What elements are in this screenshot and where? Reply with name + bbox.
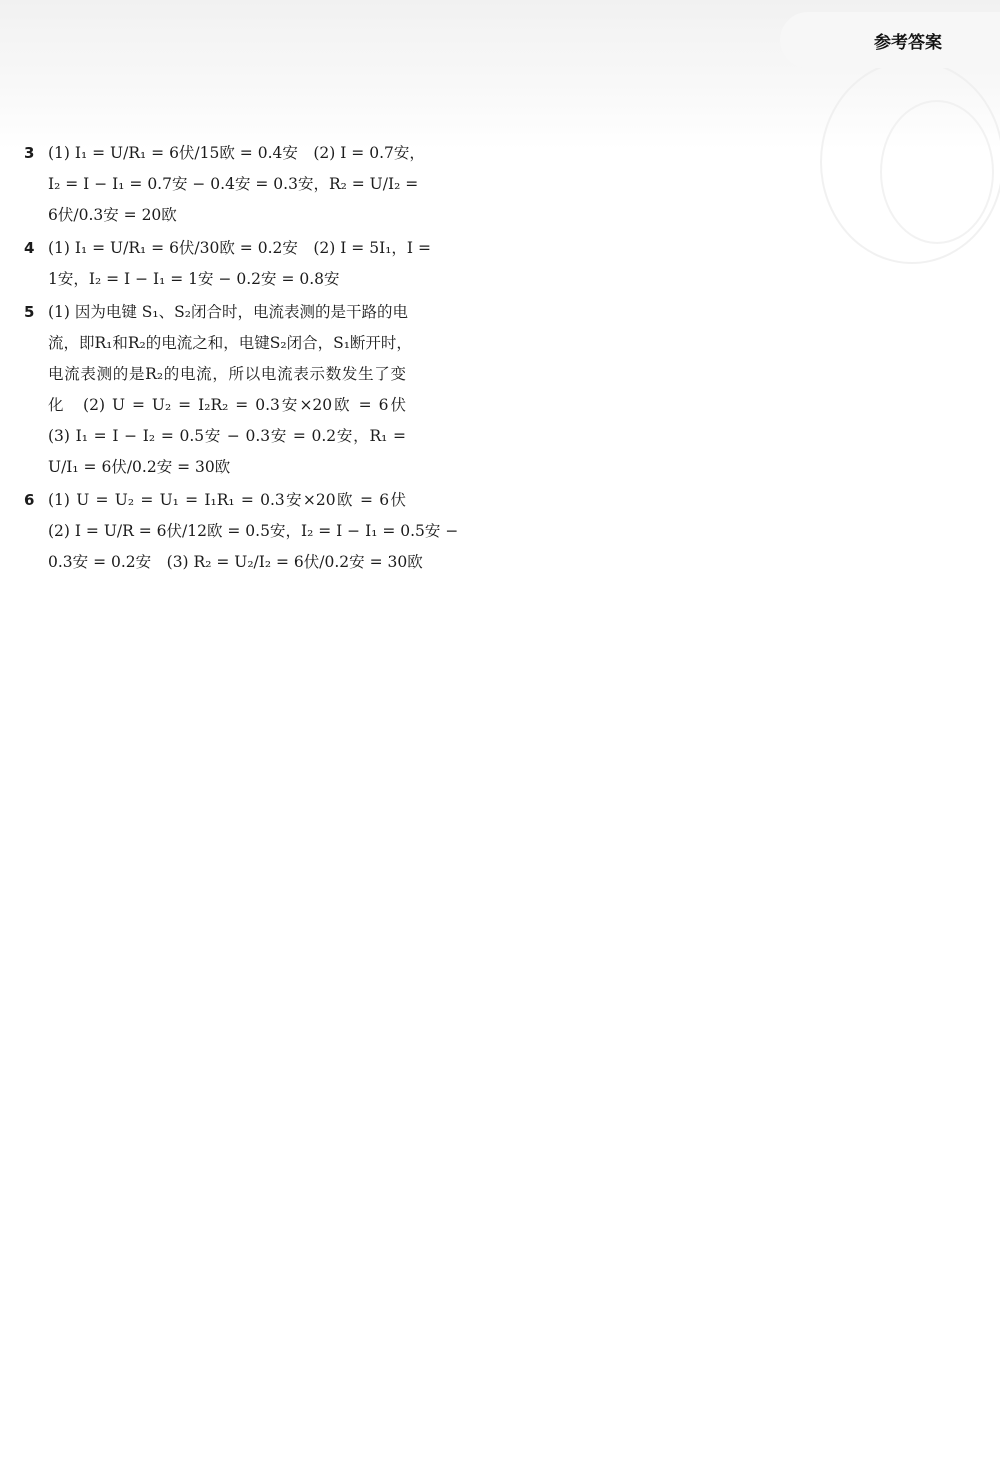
answer-line: U/I₁ = 6伏/0.2安 = 30欧 [48, 458, 231, 476]
left-column [24, 138, 459, 580]
answer-line: 流，即R₁和R₂的电流之和，电键S₂闭合，S₁断开时， [48, 334, 412, 352]
answer-line: (1) I₁ = U/R₁ = 6伏/30欧 = 0.2安 (2) I = 5I₁，I = [48, 239, 431, 257]
decorative-swirl [880, 100, 994, 244]
item-number: 6 [24, 491, 35, 509]
item-number: 3 [24, 144, 35, 162]
answer-line: 电流表测的是R₂的电流，所以电流表示数发生了变 [48, 365, 406, 383]
answer-line: I₂ = I − I₁ = 0.7安 − 0.4安 = 0.3安，R₂ = U/I₂ = [48, 175, 419, 193]
item-number: 5 [24, 303, 35, 321]
answer-line: (1) 因为电键 S₁、S₂闭合时，电流表测的是干路的电 [48, 303, 408, 321]
answer-line: 1安，I₂ = I − I₁ = 1安 − 0.2安 = 0.8安 [48, 270, 340, 288]
item-number: 4 [24, 239, 35, 257]
answer-line: 化 (2) U = U₂ = I₂R₂ = 0.3安×20欧 = 6伏 [48, 396, 406, 414]
answer-line: 6伏/0.3安 = 20欧 [48, 206, 177, 224]
answer-item [24, 138, 425, 231]
answer-line: (1) I₁ = U/R₁ = 6伏/15欧 = 0.4安 (2) I = 0.7安， [48, 144, 425, 162]
answer-line: (2) I = U/R = 6伏/12欧 = 0.5安，I₂ = I − I₁ = 0.5安 − [48, 522, 459, 540]
answer-line: (3) I₁ = I − I₂ = 0.5安 − 0.3安 = 0.2安，R₁ = [48, 427, 406, 445]
header-tab-label: 参考答案 [874, 33, 942, 53]
answer-line: 0.3安 = 0.2安 (3) R₂ = U₂/I₂ = 6伏/0.2安 = 30欧 [48, 553, 423, 571]
answer-item [24, 297, 412, 483]
answer-item [24, 485, 459, 578]
answer-item [24, 233, 431, 295]
answer-line: (1) U = U₂ = U₁ = I₁R₁ = 0.3安×20欧 = 6伏 [48, 491, 406, 509]
